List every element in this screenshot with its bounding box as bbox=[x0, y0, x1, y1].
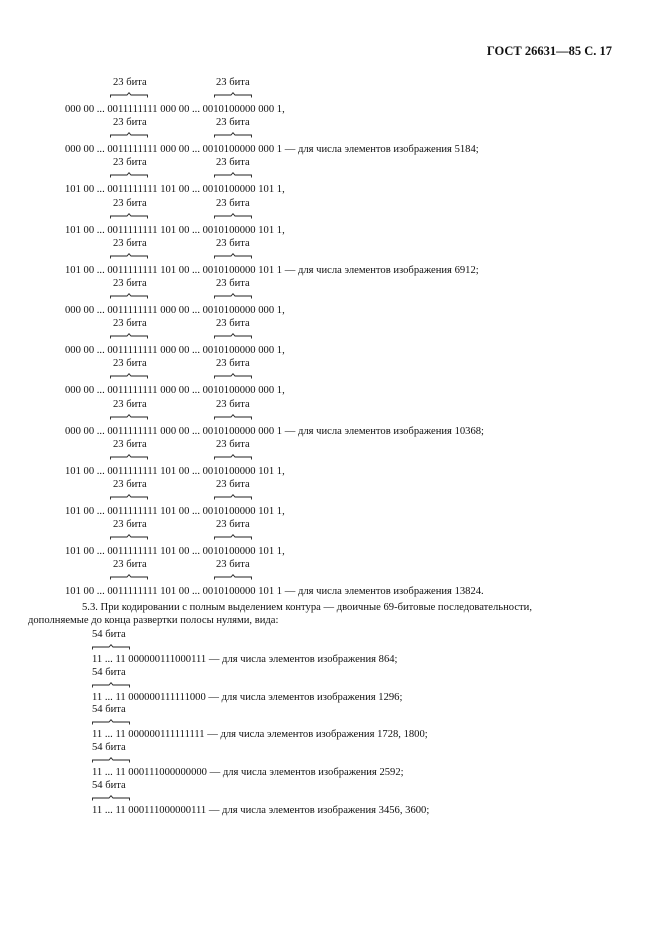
overbrace-icon bbox=[214, 373, 252, 379]
overbrace-icon bbox=[214, 92, 252, 98]
section-5-3-line1: 5.3. При кодировании с полным выделением контура — двоичные 69-битовые последовательности, bbox=[82, 602, 533, 613]
bits-label: 54 бита bbox=[92, 742, 126, 754]
bit-sequence-line: 101 00 ... 0011111111 101 00 ... 0010100000 101 1, bbox=[65, 224, 285, 236]
overbrace-icon bbox=[214, 534, 252, 540]
overbrace-icon bbox=[110, 534, 148, 540]
bits-label: 54 бита bbox=[92, 629, 126, 640]
bits-label: 23 бита bbox=[216, 117, 250, 129]
bit-sequence-line: 000 00 ... 0011111111 000 00 ... 0010100000 000 1 — для числа элементов изображения 5184; bbox=[65, 144, 479, 156]
section-5-3 bbox=[28, 601, 612, 627]
section-5-3-line2: дополняемые до конца развертки полосы нулями, вида: bbox=[28, 615, 279, 626]
overbrace-icon bbox=[214, 454, 252, 460]
bit-sequence-line: 101 00 ... 0011111111 101 00 ... 0010100000 101 1, bbox=[65, 184, 285, 196]
overbrace-icon bbox=[214, 132, 252, 138]
bit-sequence-line: 000 00 ... 0011111111 000 00 ... 0010100000 000 1 — для числа элементов изображения 10368; bbox=[65, 425, 484, 437]
overbrace-icon bbox=[92, 719, 130, 725]
overbrace-icon bbox=[110, 414, 148, 420]
bits-label: 23 бита bbox=[113, 237, 147, 249]
bit-sequence-line: 11 ... 11 000000111111111 — для числа элементов изображения 1728, 1800; bbox=[92, 729, 428, 741]
overbrace-icon bbox=[214, 213, 252, 219]
bits-label: 54 бита bbox=[92, 666, 126, 678]
overbrace-icon bbox=[214, 293, 252, 299]
overbrace-icon bbox=[110, 172, 148, 178]
page-header: ГОСТ 26631—85 С. 17 bbox=[486, 44, 612, 58]
bit-sequence-line: 11 ... 11 000111000000111 — для числа элементов изображения 3456, 3600; bbox=[92, 804, 430, 816]
bits-label: 54 бита bbox=[92, 779, 126, 791]
bits-label: 23 бита bbox=[113, 358, 147, 370]
overbrace-icon bbox=[214, 333, 252, 339]
overbrace-icon bbox=[110, 132, 148, 138]
bit-sequence-line: 11 ... 11 000000111000111 — для числа элементов изображения 864; bbox=[92, 654, 398, 665]
bits-label: 23 бита bbox=[113, 157, 147, 169]
bits-label: 23 бита bbox=[216, 398, 250, 410]
bits-label: 23 бита bbox=[113, 77, 147, 88]
overbrace-icon bbox=[92, 644, 130, 650]
overbrace-icon bbox=[92, 795, 130, 801]
bit-sequence-line: 000 00 ... 0011111111 000 00 ... 0010100000 000 1, bbox=[65, 104, 285, 115]
bits-label: 23 бита bbox=[216, 197, 250, 209]
overbrace-icon bbox=[110, 574, 148, 580]
bits-label: 23 бита bbox=[113, 519, 147, 531]
overbrace-icon bbox=[110, 293, 148, 299]
bits-label: 23 бита bbox=[113, 438, 147, 450]
bits-label: 23 бита bbox=[216, 559, 250, 571]
bits-label: 23 бита bbox=[113, 479, 147, 490]
bits-label: 23 бита bbox=[113, 117, 147, 129]
bits-label: 23 бита bbox=[216, 237, 250, 249]
overbrace-icon bbox=[92, 757, 130, 763]
overbrace-icon bbox=[214, 414, 252, 420]
overbrace-icon bbox=[110, 373, 148, 379]
overbrace-icon bbox=[110, 213, 148, 219]
bits-label: 23 бита bbox=[216, 318, 250, 330]
bits-label: 23 бита bbox=[113, 398, 147, 410]
bits-label: 23 бита bbox=[216, 438, 250, 450]
bits-label: 23 бита bbox=[216, 278, 250, 289]
bit-sequence-line: 101 00 ... 0011111111 101 00 ... 0010100000 101 1 — для числа элементов изображения 13824. bbox=[65, 586, 484, 598]
overbrace-icon bbox=[214, 574, 252, 580]
bit-sequence-line: 000 00 ... 0011111111 000 00 ... 0010100000 000 1, bbox=[65, 345, 285, 357]
overbrace-icon bbox=[110, 333, 148, 339]
bits-label: 23 бита bbox=[216, 77, 250, 88]
bit-sequence-line: 101 00 ... 0011111111 101 00 ... 0010100000 101 1 — для числа элементов изображения 6912; bbox=[65, 264, 479, 276]
bit-sequence-line: 101 00 ... 0011111111 101 00 ... 0010100000 101 1, bbox=[65, 465, 285, 477]
overbrace-icon bbox=[110, 92, 148, 98]
overbrace-icon bbox=[110, 494, 148, 500]
bits-label: 23 бита bbox=[216, 519, 250, 531]
bits-label: 23 бита bbox=[216, 358, 250, 370]
bits-label: 23 бита bbox=[113, 197, 147, 209]
bit-sequence-line: 000 00 ... 0011111111 000 00 ... 0010100000 000 1, bbox=[65, 385, 285, 397]
overbrace-icon bbox=[214, 253, 252, 259]
bit-sequence-line: 101 00 ... 0011111111 101 00 ... 0010100000 101 1, bbox=[65, 506, 285, 517]
bit-sequence-line: 11 ... 11 000000111111000 — для числа элементов изображения 1296; bbox=[92, 691, 403, 703]
bits-label: 54 бита bbox=[92, 704, 126, 716]
bits-label: 23 бита bbox=[113, 278, 147, 289]
overbrace-icon bbox=[214, 172, 252, 178]
bits-label: 23 бита bbox=[113, 559, 147, 571]
overbrace-icon bbox=[214, 494, 252, 500]
bit-sequence-line: 000 00 ... 0011111111 000 00 ... 0010100000 000 1, bbox=[65, 305, 285, 316]
bit-sequence-line: 11 ... 11 000111000000000 — для числа элементов изображения 2592; bbox=[92, 767, 404, 779]
bits-label: 23 бита bbox=[113, 318, 147, 330]
overbrace-icon bbox=[92, 682, 130, 688]
overbrace-icon bbox=[110, 454, 148, 460]
bit-sequence-line: 101 00 ... 0011111111 101 00 ... 0010100000 101 1, bbox=[65, 546, 285, 558]
bits-label: 23 бита bbox=[216, 479, 250, 490]
bits-label: 23 бита bbox=[216, 157, 250, 169]
overbrace-icon bbox=[110, 253, 148, 259]
